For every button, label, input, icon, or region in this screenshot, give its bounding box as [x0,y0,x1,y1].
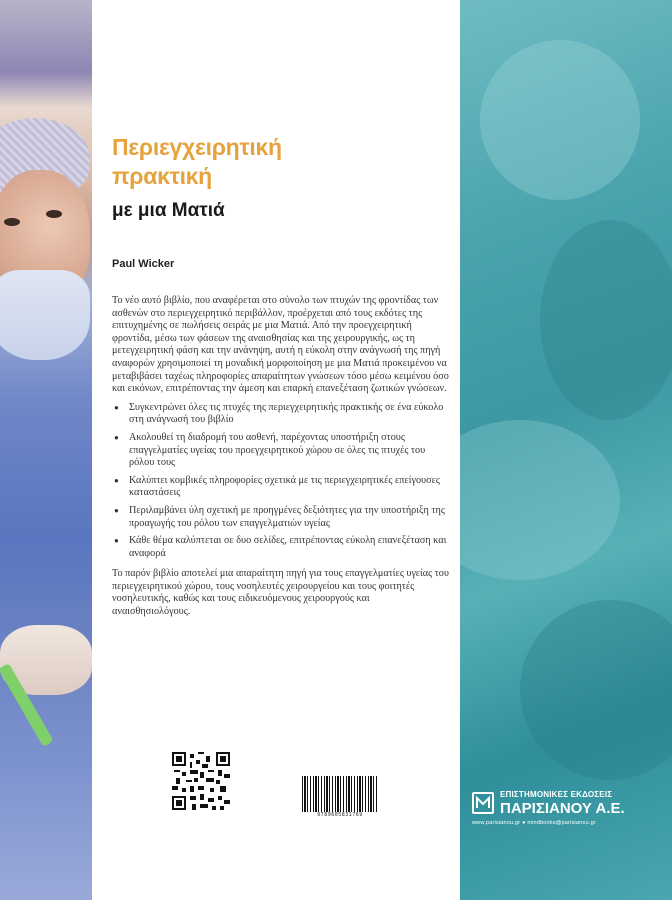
eye-icon [4,218,20,226]
barcode-bars [302,776,378,812]
feature-list [112,402,450,561]
publisher-logo-icon [472,792,494,814]
feature-item: ● Ακολουθεί τη διαδρομή του ασθενή, παρέχοντας υποστήριξη στους επαγγελματίες υγείας του προεγχειρητικού χώρου σε όλες τις πτυχές του ρόλου τους [112,432,450,470]
publisher-contact: www.parisianou.gr ● mindbooks@parisianou.gr [472,820,596,826]
photo-figure [460,420,620,580]
book-title [112,133,282,191]
publisher-line-1: ΕΠΙΣΤΗΜΟΝΙΚΕΣ ΕΚΔΟΣΕΙΣ [500,790,613,799]
feature-item: ● Κάθε θέμα καλύπτεται σε δυο σελίδες, επιτρέποντας εύκολη επανεξέταση και αναφορά [112,535,450,560]
photo-figure [540,220,672,420]
feature-item: ● Καλύπτει κομβικές πληροφορίες σχετικά με τις περιεγχειρητικές επείγουσες καταστάσεις [112,475,450,500]
qr-code [172,752,230,810]
description-closing: Το παρόν βιβλίο αποτελεί μια απαραίτητη πηγή για τους επαγγελματίες υγείας του περιεγχειρητικού χώρου, τους νοσηλευτές χειρουργείου και τους φοιτητές νοσηλευτικής, καθώς και τους ειδικευόμενους χειρουργούς και αναισθησιολόγους. [112,568,449,618]
isbn-barcode [302,776,378,820]
cover-photo-operating-team [460,0,672,900]
book-description [112,295,450,619]
isbn-number: 9789605831769 [317,812,363,818]
title-line-1: Περιεγχειρητική [112,134,282,160]
book-subtitle: με μια Ματιά [112,200,225,221]
feature-item: ● Συγκεντρώνει όλες τις πτυχές της περιεγχειρητικής πρακτικής σε ένα εύκολο στη ανάγνωσή του βιβλίο [112,402,450,427]
publisher-name: ΠΑΡΙΣΙΑΝΟΥ Α.Ε. [500,800,625,817]
photo-figure [480,40,640,200]
eye-icon [46,210,62,218]
title-line-2: πρακτική [112,163,212,189]
back-cover-text-panel [92,0,460,900]
author-name: Paul Wicker [112,258,175,270]
feature-item: ● Περιλαμβάνει ύλη σχετική με προηγμένες δεξιότητες για την υποστήριξη της προαγωγής του ρόλου των επαγγελματιών υγείας [112,505,450,530]
surgical-mask [0,270,90,360]
photo-figure [520,600,672,780]
description-intro: Το νέο αυτό βιβλίο, που αναφέρεται στο σύνολο των πτυχών της φροντίδας των ασθενών στο περιεγχειρητικό περιβάλλον, προέρχεται από τους εκδότες της επιτυχημένης σε πωλήσεις σειράς με μια Ματιά. Από την προεγχειρητική φροντίδα, μέσω των φάσεων της αναισθησίας και της χειρουργικής, ως τη μετεγχειρητική φάση και την ανάνηψη, αυτή η εύκολη στην ανάγνωσή της πηγή αναφορών χρησιμοποιεί τη μοναδική μορφοποίηση με μια Ματιά προκειμένου να μεταβιβάσει ταχέως πληροφορίες απαραίτητων γνώσεων τόσο μέσω κειμένου όσο και εικόνων, επιτρέποντας την άμεση και επαρκή επανεξέταση ζωτικών γνώσεων. [112,295,449,395]
cover-photo-surgeon [0,0,92,900]
